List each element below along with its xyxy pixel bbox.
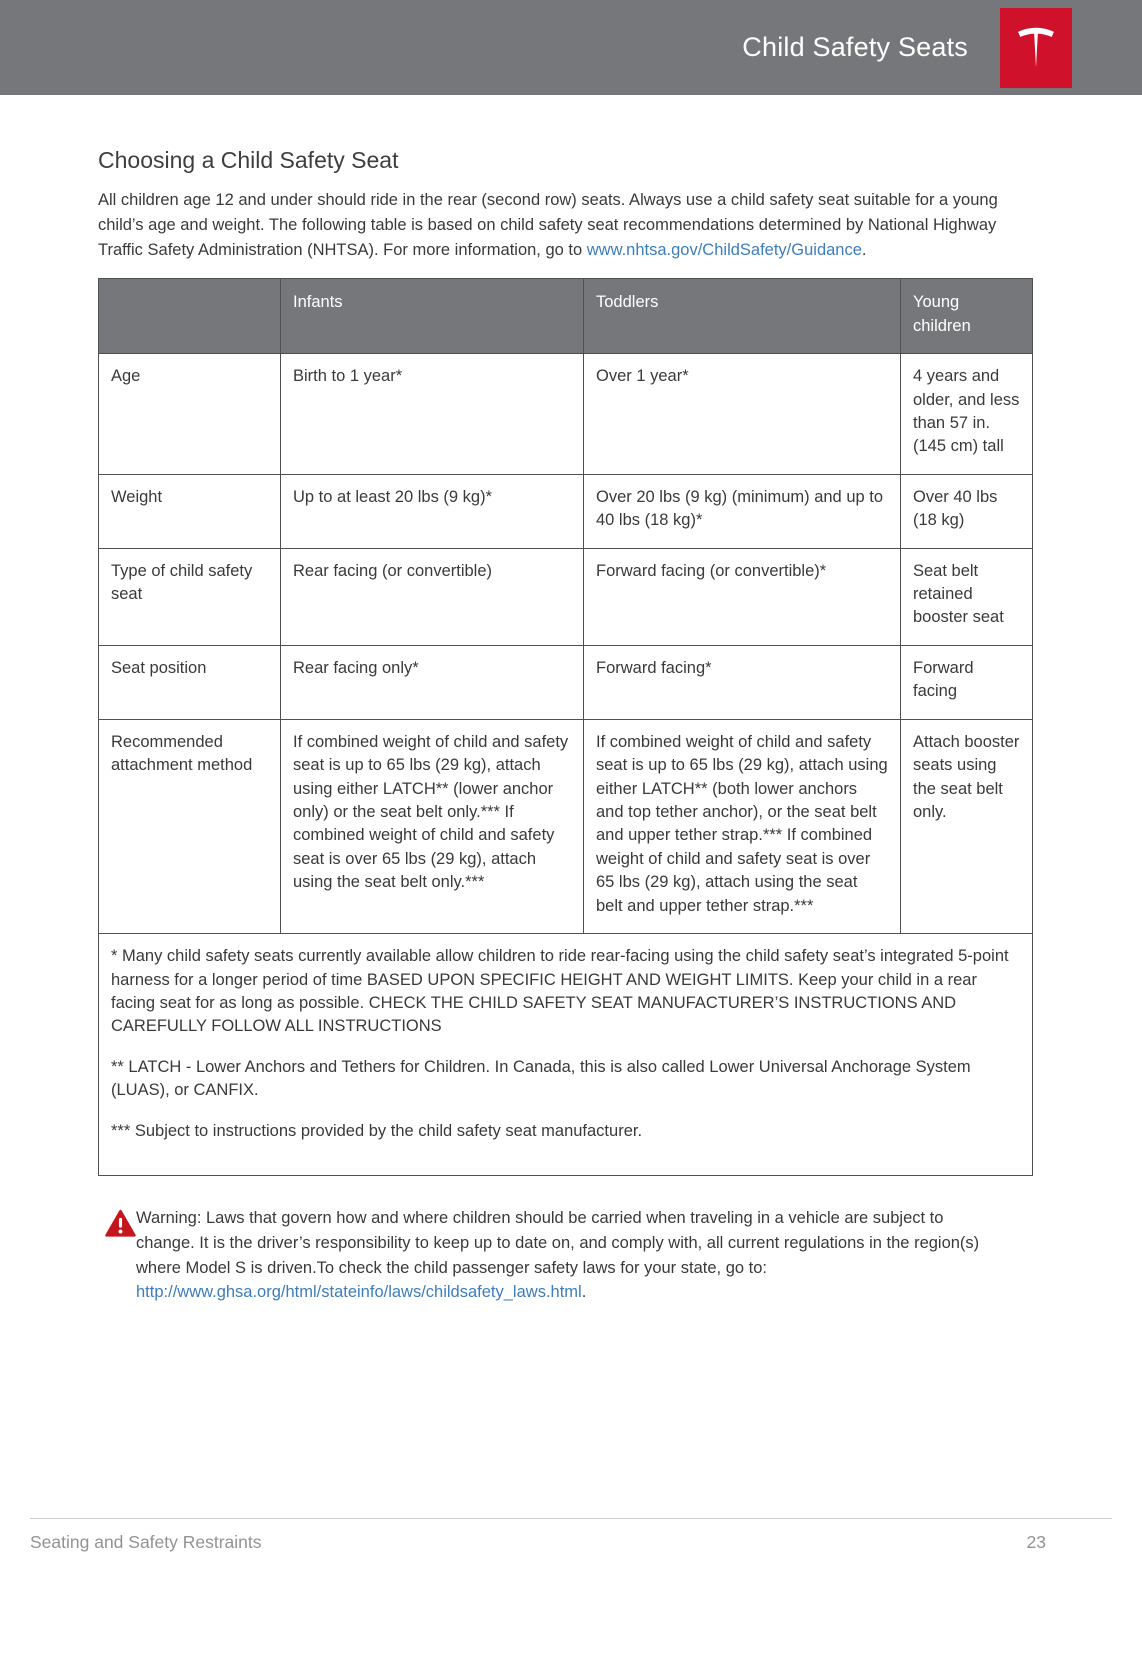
table-cell: Seat belt retained booster seat <box>901 548 1033 645</box>
table-cell: Over 20 lbs (9 kg) (minimum) and up to 40 lbs (18 kg)* <box>584 474 901 548</box>
table-cell: If combined weight of child and safety seat is up to 65 lbs (29 kg), attach using either LATCH** (both lower anchors and top tether anchor), or the seat belt and upper tether strap.*** If combined weight of child and safety seat is over 65 lbs (29 kg), attach using the seat belt and upper tether strap.*** <box>584 719 901 933</box>
warning-block <box>98 1206 1032 1305</box>
footer-page-number: 23 <box>1026 1532 1046 1552</box>
table-cell: 4 years and older, and less than 57 in. (145 cm) tall <box>901 354 1033 475</box>
table-header-empty <box>99 279 281 354</box>
footnote-triple-asterisk: *** Subject to instructions provided by the child safety seat manufacturer. <box>111 1121 643 1140</box>
section-heading: Choosing a Child Safety Seat <box>98 147 399 173</box>
tesla-t-icon <box>1013 25 1059 71</box>
table-header-toddlers: Toddlers <box>584 279 901 354</box>
row-label: Recommended attachment method <box>99 719 281 933</box>
table-cell: Rear facing (or convertible) <box>281 548 584 645</box>
table-header-infants: Infants <box>281 279 584 354</box>
page-footer <box>30 1518 1112 1553</box>
intro-text: All children age 12 and under should ride in the rear (second row) seats. Always use a child safety seat suitable for a young child’s age and weight. The following table is based on child safety seat recommendations determined by National Highway Traffic Safety Administration (NHTSA). For more information, go to <box>98 191 998 259</box>
table-cell: Over 1 year* <box>584 354 901 475</box>
footnote-asterisk: * Many child safety seats currently available allow children to ride rear-facing using the child safety seat’s integrated 5-point harness for a longer period of time BASED UPON SPECIFIC HEIGHT AND WEIGHT LIMITS. Keep your child in a rear facing seat for as long as possible. CHECK THE CHILD SAFETY SEAT MANUFACTURER’S INSTRUCTIONS AND CAREFULLY FOLLOW ALL INSTRUCTIONS <box>111 947 1009 1036</box>
nhtsa-guidance-link[interactable]: www.nhtsa.gov/ChildSafety/Guidance <box>586 240 862 259</box>
ghsa-link[interactable]: http://www.ghsa.org/html/stateinfo/laws/childsafety_laws.html <box>136 1283 582 1302</box>
row-label: Type of child safety seat <box>99 548 281 645</box>
table-row-age <box>99 354 1033 475</box>
table-cell: Up to at least 20 lbs (9 kg)* <box>281 474 584 548</box>
footnote-double-asterisk: ** LATCH - Lower Anchors and Tethers for Children. In Canada, this is also called Lower Universal Anchorage System (LUAS), or CANFIX. <box>111 1057 971 1100</box>
table-row-seat-type <box>99 548 1033 645</box>
warning-text-after: . <box>581 1283 587 1302</box>
table-cell: Forward facing (or convertible)* <box>584 548 901 645</box>
warning-triangle-icon <box>105 1209 136 1238</box>
table-header-young-children: Young children <box>901 279 1033 354</box>
page-title: Child Safety Seats <box>742 32 968 62</box>
table-row-seat-position <box>99 645 1033 719</box>
page-header <box>0 0 1142 95</box>
table-footnotes <box>99 934 1033 1176</box>
footer-section-title: Seating and Safety Restraints <box>30 1532 262 1552</box>
table-cell: Birth to 1 year* <box>281 354 584 475</box>
warning-paragraph <box>136 1206 1004 1305</box>
table-row-weight <box>99 474 1033 548</box>
table-cell: If combined weight of child and safety seat is up to 65 lbs (29 kg), attach using either LATCH** (lower anchor only) or the seat belt only.*** If combined weight of child and safety seat is over 65 lbs (29 kg), attach using the seat belt only.*** <box>281 719 584 933</box>
intro-paragraph <box>98 188 1032 262</box>
row-label: Seat position <box>99 645 281 719</box>
row-label: Age <box>99 354 281 475</box>
table-cell: Rear facing only* <box>281 645 584 719</box>
table-cell: Forward facing* <box>584 645 901 719</box>
warning-text: Warning: Laws that govern how and where children should be carried when traveling in a vehicle are subject to change. It is the driver’s responsibility to keep up to date on, and comply with, all current regulations in the region(s) where Model S is driven.To check the child passenger safety laws for your state, go to: <box>136 1209 980 1277</box>
table-header-row <box>99 279 1033 354</box>
table-footnotes-row <box>99 934 1033 1176</box>
child-seat-table <box>98 278 1033 1176</box>
table-row-attachment-method <box>99 719 1033 933</box>
table-cell: Forward facing <box>901 645 1033 719</box>
table-cell: Attach booster seats using the seat belt only. <box>901 719 1033 933</box>
tesla-logo <box>1000 8 1072 88</box>
row-label: Weight <box>99 474 281 548</box>
content-area <box>98 147 1032 1305</box>
table-cell: Over 40 lbs (18 kg) <box>901 474 1033 548</box>
intro-text-after: . <box>861 240 867 259</box>
